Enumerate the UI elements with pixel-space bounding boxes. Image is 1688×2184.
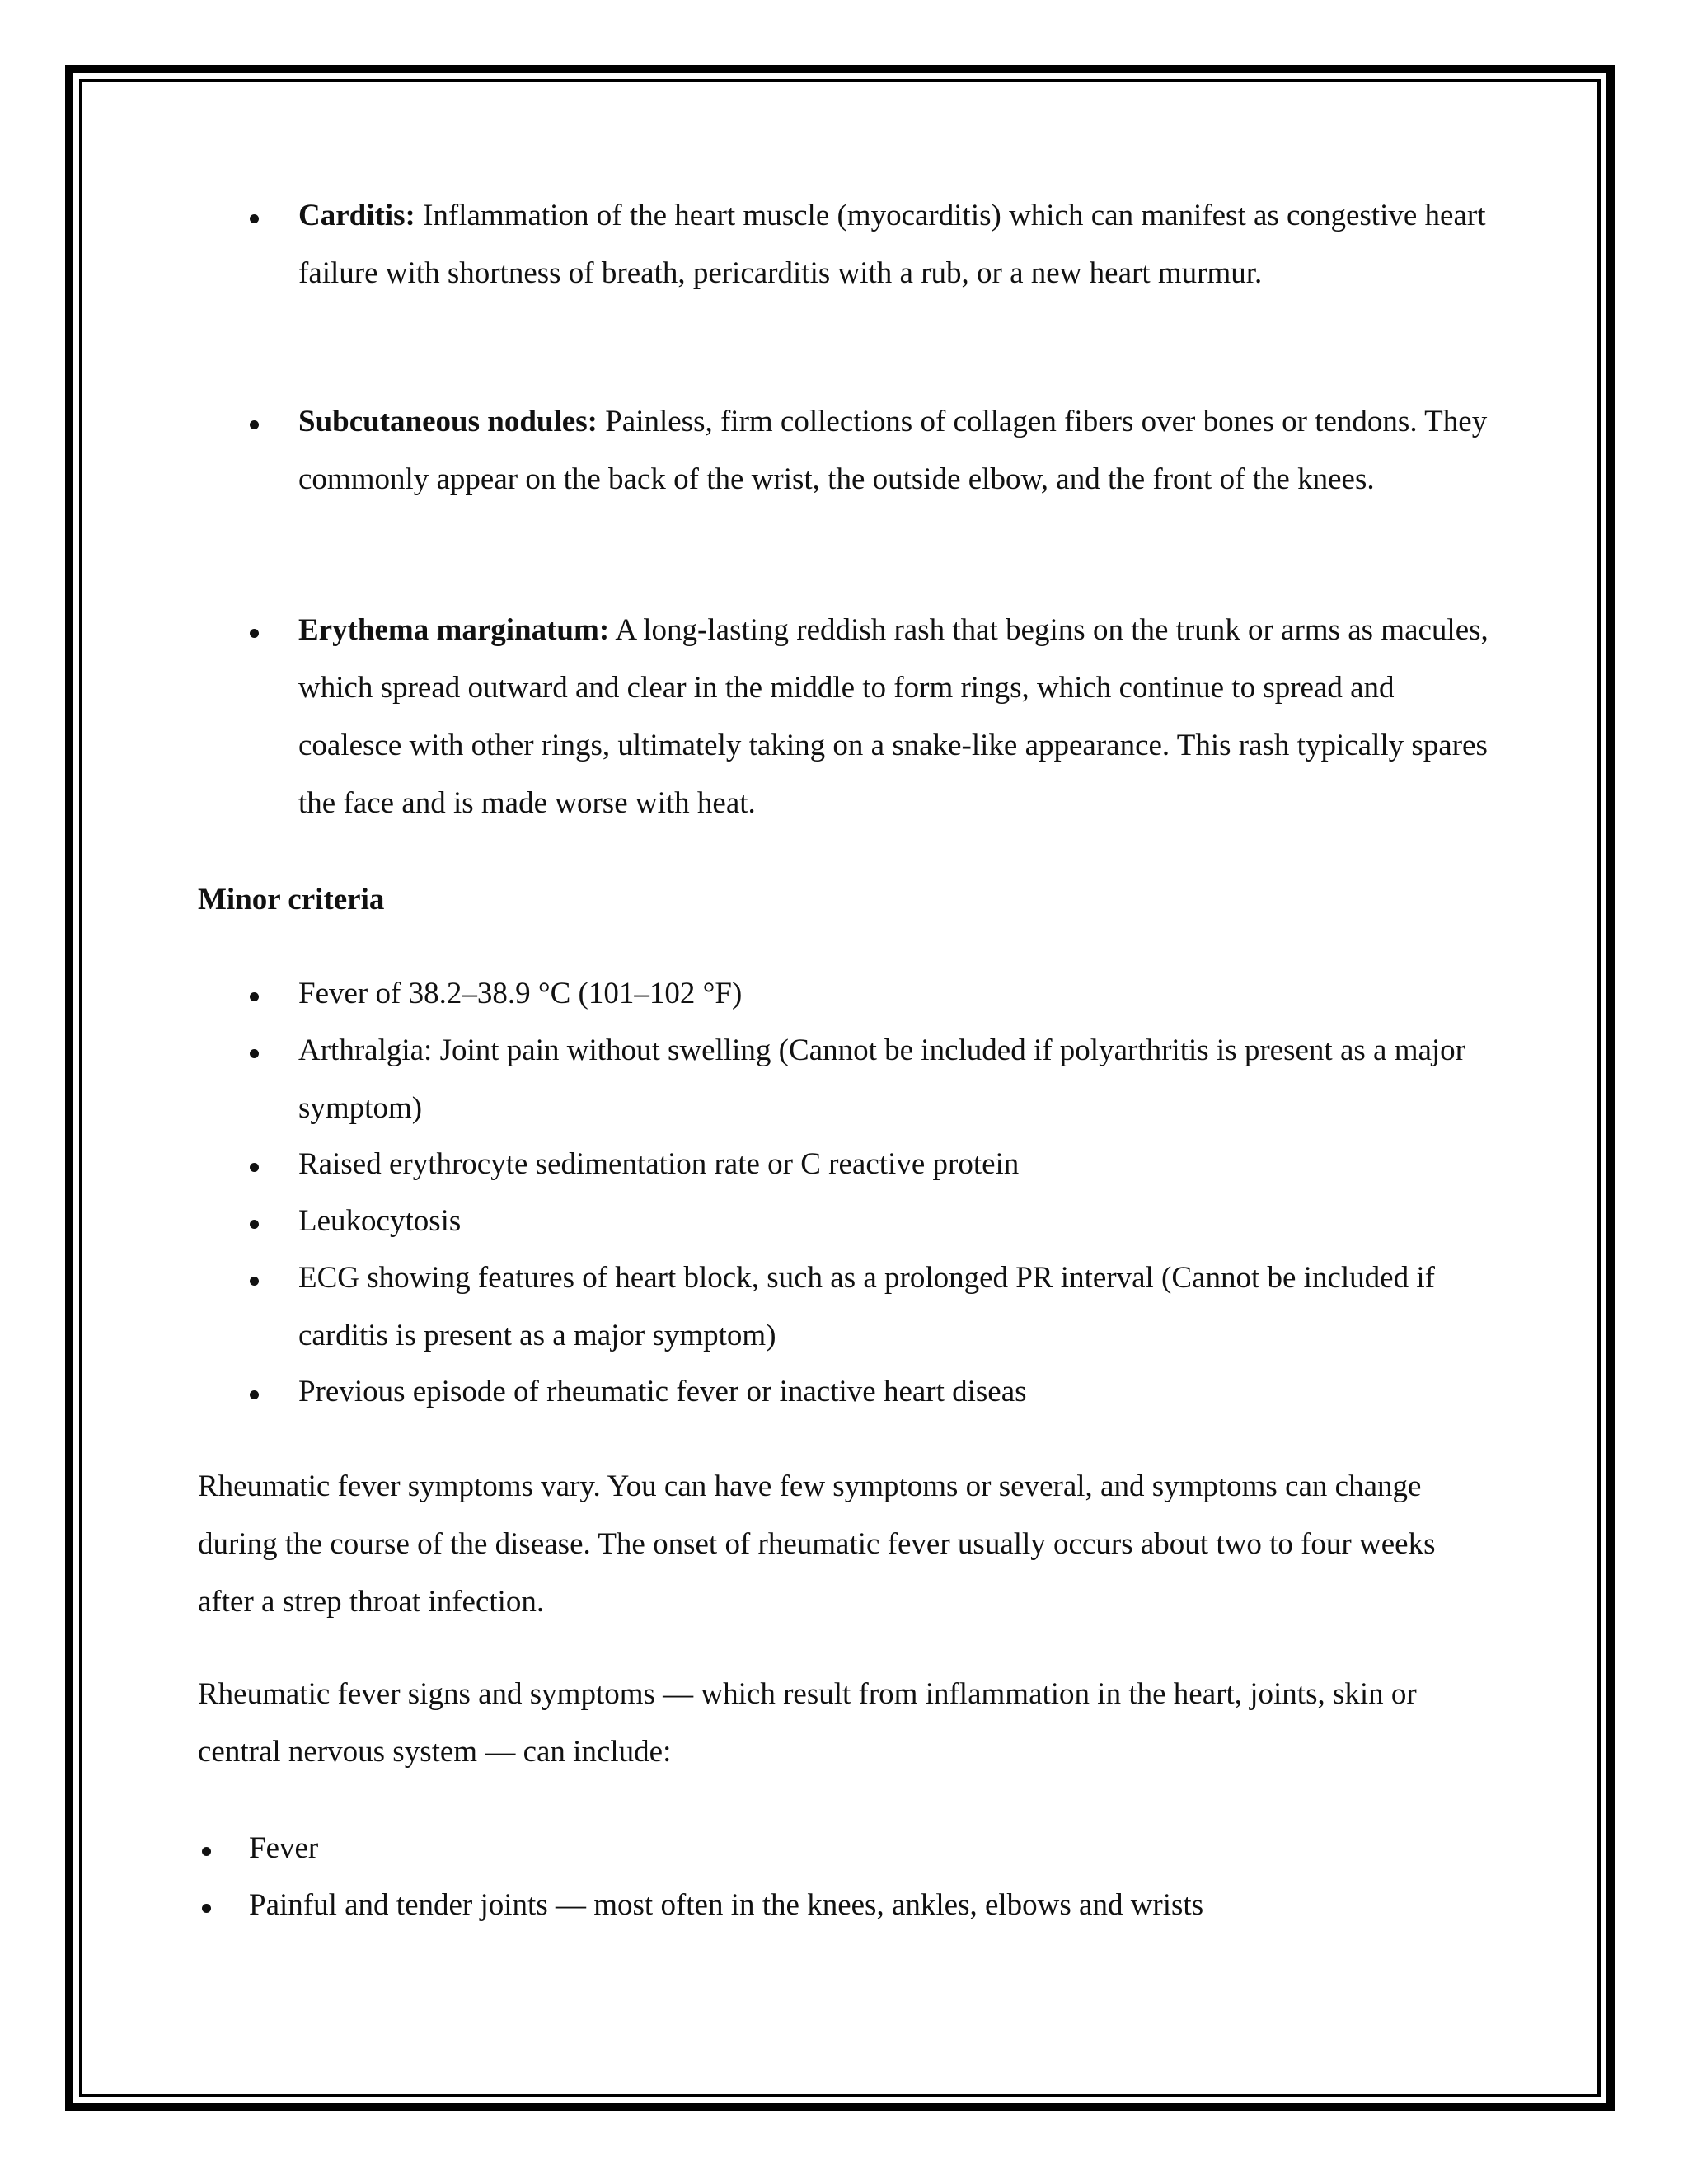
list-item-subcutaneous-nodules [298,393,1493,509]
list-item: Painful and tender joints — most often in the knees, ankles, elbows and wrists [249,1888,1204,1922]
list-item: Fever of 38.2–38.9 °C (101–102 °F) [298,977,743,1010]
bullet-icon [250,1390,259,1399]
list-item: Arthralgia: Joint pain without swelling (Cannot be included if polyarthritis is present as a major symptom) [298,1033,1465,1125]
list-item: Leukocytosis [298,1204,462,1238]
bullet-icon [250,1163,259,1172]
list-item: Raised erythrocyte sedimentation rate or C reactive protein [298,1147,1020,1181]
list-item: ECG showing features of heart block, such as a prolonged PR interval (Cannot be included if carditis is present as a major symptom) [298,1261,1435,1352]
bullet-icon [202,1847,211,1856]
criteria-term: Carditis: [298,199,415,232]
criteria-term: Erythema marginatum: [298,613,610,647]
bullet-icon [250,1049,259,1058]
list-item-carditis [298,187,1493,302]
list-item: Fever [249,1831,319,1865]
bullet-icon [250,420,259,429]
paragraph-signs-symptoms: Rheumatic fever signs and symptoms — which result from inflammation in the heart, joints, skin or central nervous system — can include: [198,1677,1417,1769]
list-item-erythema-marginatum [298,602,1493,832]
bullet-icon [250,1277,259,1286]
criteria-text: Inflammation of the heart muscle (myocarditis) which can manifest as congestive heart failure with shortness of breath, pericarditis with a rub, or a new heart murmur. [298,199,1486,290]
criteria-text: A long-lasting reddish rash that begins on the trunk or arms as macules, which spread outward and clear in the middle to form rings, which continue to spread and coalesce with other rings, ultimately taking on a snake-like appearance. This rash typically spares the face and is made worse with heat. [298,613,1489,820]
criteria-text: Painless, firm collections of collagen fibers over bones or tendons. They commonly appear on the back of the wrist, the outside elbow, and the front of the knees. [298,405,1488,496]
criteria-term: Subcutaneous nodules: [298,405,598,438]
bullet-icon [202,1904,211,1913]
paragraph-symptoms-vary: Rheumatic fever symptoms vary. You can have few symptoms or several, and symptoms can change during the course of the disease. The onset of rheumatic fever usually occurs about two to four weeks after a strep throat infection. [198,1469,1436,1619]
bullet-icon [250,1220,259,1229]
bullet-icon [250,214,259,223]
minor-criteria-heading: Minor criteria [198,883,385,916]
bullet-icon [250,992,259,1001]
bullet-icon [250,629,259,638]
list-item: Previous episode of rheumatic fever or inactive heart diseas [298,1375,1027,1408]
